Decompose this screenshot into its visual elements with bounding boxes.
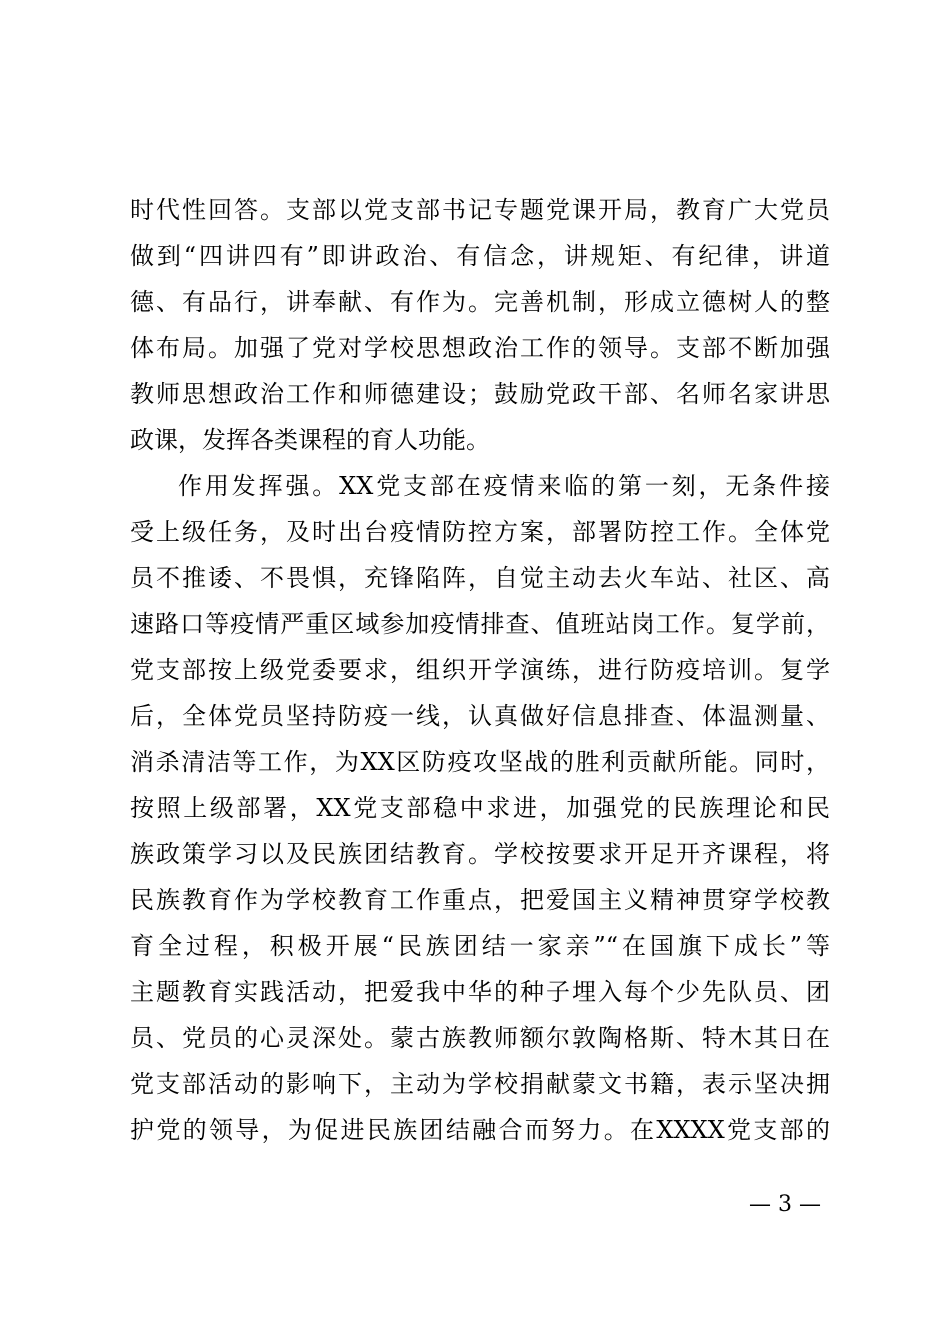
text-line: 做到“四讲四有”即讲政治、有信念，讲规矩、有纪律，讲道 [130, 242, 830, 270]
text-line: 政课，发挥各类课程的育人功能。 [130, 426, 490, 454]
text-line: 按照上级部署，XX党支部稳中求进，加强党的民族理论和民 [130, 794, 830, 822]
text-line: 党支部按上级党委要求，组织开学演练，进行防疫培训。复学 [130, 656, 830, 684]
text-line: 消杀清洁等工作，为XX区防疫攻坚战的胜利贡献所能。同时， [130, 748, 830, 776]
text-line: 教师思想政治工作和师德建设；鼓励党政干部、名师名家讲思 [130, 380, 830, 408]
text-line: 速路口等疫情严重区域参加疫情排查、值班站岗工作。复学前， [130, 610, 830, 638]
paragraph-2 [130, 463, 830, 1153]
text-line: 时代性回答。支部以党支部书记专题党课开局，教育广大党员 [130, 196, 830, 224]
text-line: 主题教育实践活动，把爱我中华的种子埋入每个少先队员、团 [130, 978, 830, 1006]
paragraph-1 [130, 187, 830, 463]
text-line: 护党的领导，为促进民族团结融合而努力。在XXXX党支部的 [130, 1116, 830, 1144]
text-line: 民族教育作为学校教育工作重点，把爱国主义精神贯穿学校教 [130, 886, 830, 914]
text-line: 族政策学习以及民族团结教育。学校按要求开足开齐课程，将 [130, 840, 830, 868]
page-number: — 3 — [749, 1192, 821, 1217]
text-line: 体布局。加强了党对学校思想政治工作的领导。支部不断加强 [130, 334, 830, 362]
text-line: 受上级任务，及时出台疫情防控方案，部署防控工作。全体党 [130, 518, 830, 546]
text-line: 党支部活动的影响下，主动为学校捐献蒙文书籍，表示坚决拥 [130, 1070, 830, 1098]
text-line: 后，全体党员坚持防疫一线，认真做好信息排查、体温测量、 [130, 702, 830, 730]
text-line: 育全过程，积极开展“民族团结一家亲”“在国旗下成长”等 [130, 932, 830, 960]
text-line: 员、党员的心灵深处。蒙古族教师额尔敦陶格斯、特木其日在 [130, 1024, 830, 1052]
text-line: 德、有品行，讲奉献、有作为。完善机制，形成立德树人的整 [130, 288, 830, 316]
document-body [130, 187, 830, 1153]
text-line: 员不推诿、不畏惧，充锋陷阵，自觉主动去火车站、社区、高 [130, 564, 830, 592]
text-line: 作用发挥强。XX党支部在疫情来临的第一刻，无条件接 [178, 472, 830, 500]
